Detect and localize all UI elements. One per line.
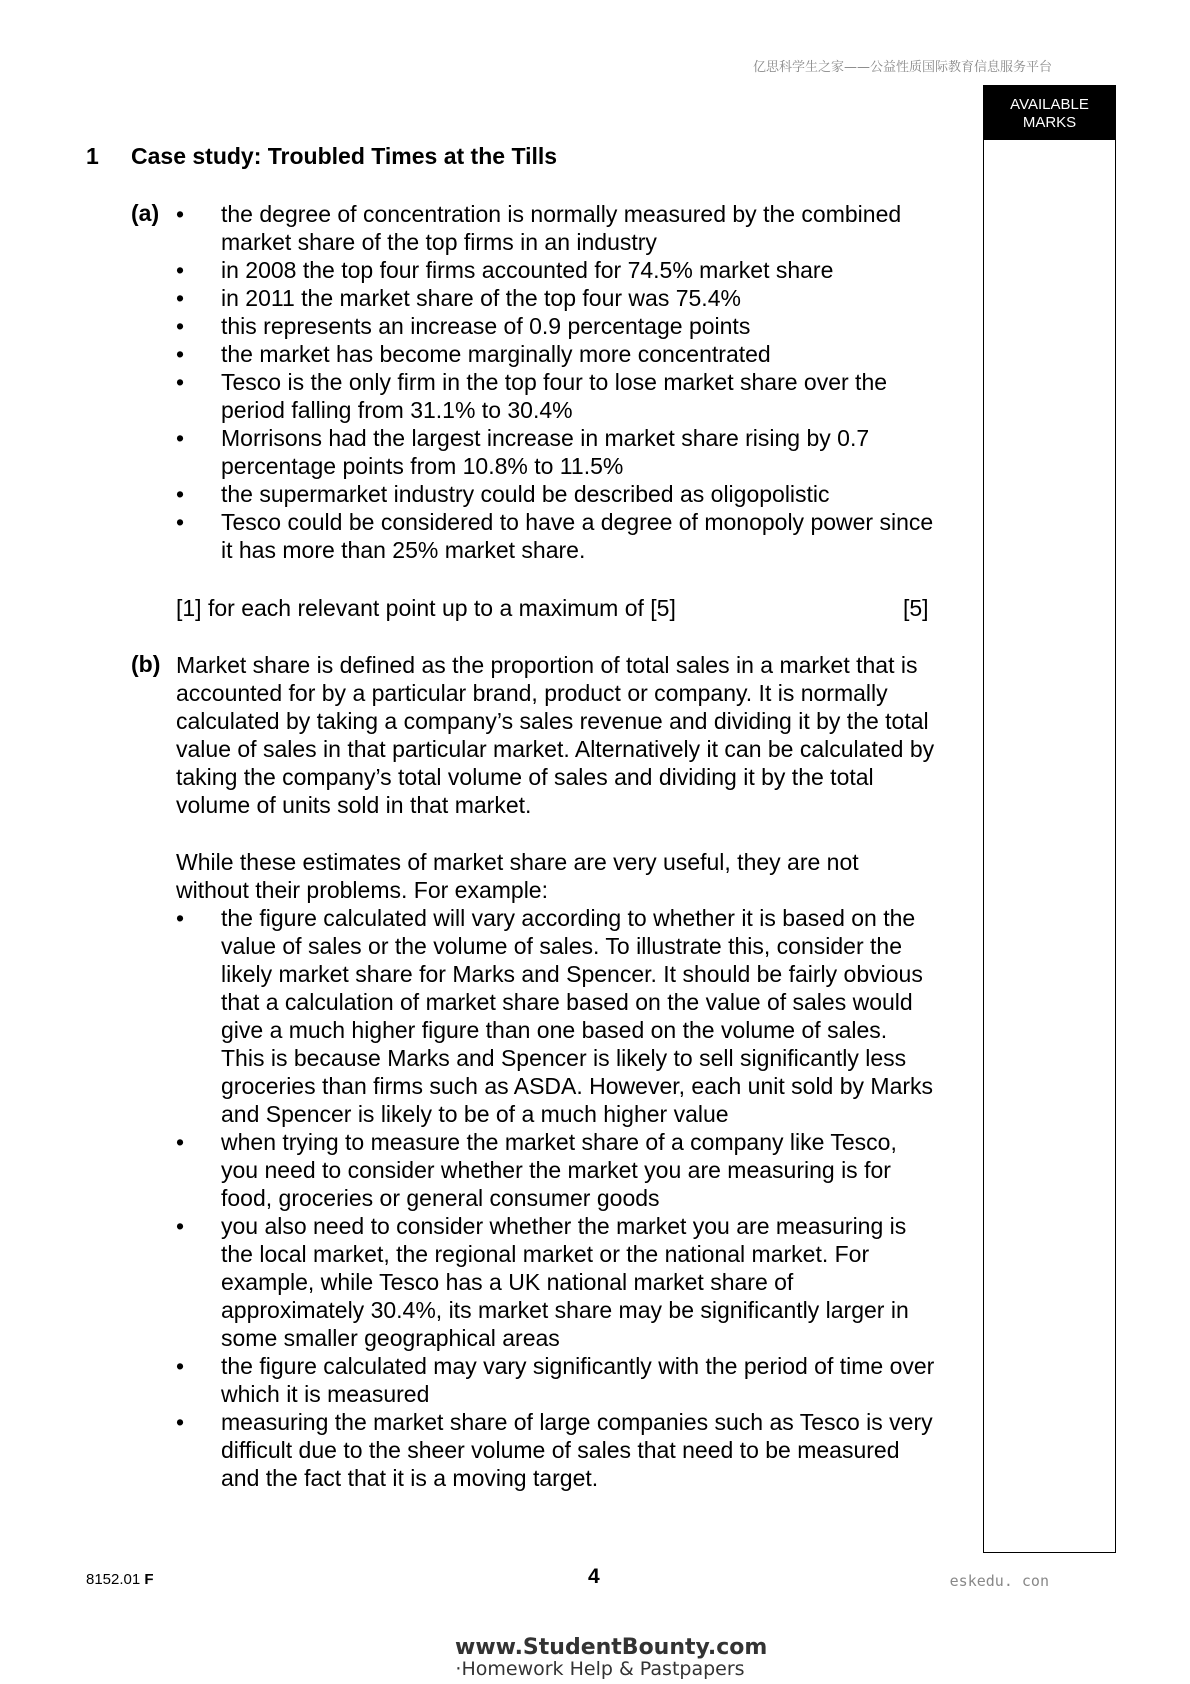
part-a-bullet-item	[176, 340, 936, 368]
header-site-text: 亿思科学生之家——公益性质国际教育信息服务平台	[752, 60, 1052, 75]
part-b-bullet-text: you also need to consider whether the market you are measuring is the local market, the regional market or the national market. For example, while Tesco has a UK national market share of approximately 30.4%, its market share may be significantly larger in some smaller geographical areas	[221, 1213, 909, 1351]
marks-heading-line2: MARKS	[1022, 114, 1077, 131]
bullet-marker: •	[176, 509, 185, 535]
part-a-bullet-text: this represents an increase of 0.9 percentage points	[221, 313, 751, 339]
part-b-bullet-text: when trying to measure the market share of a company like Tesco, you need to consider whether the market you are measuring is for food, groceries or general consumer goods	[221, 1129, 897, 1211]
part-b-bullet-item	[176, 1408, 936, 1492]
part-a-bullet-list	[176, 200, 936, 564]
part-b-bullet-text: the figure calculated may vary significantly with the period of time over which it is measured	[221, 1353, 935, 1407]
part-a-bullet-item	[176, 424, 936, 480]
part-a-bullet-item	[176, 312, 936, 340]
part-b-paragraph-2: While these estimates of market share are very useful, they are not without their problems. For example:	[176, 849, 859, 903]
part-a-bullet-text: the market has become marginally more concentrated	[221, 341, 771, 367]
paper-code-number: 8152.01	[86, 1571, 141, 1588]
part-a-bullet-text: Tesco could be considered to have a degree of monopoly power since it has more than 25% market share.	[221, 509, 934, 563]
part-a-bullets	[176, 200, 936, 564]
studentbounty-watermark[interactable]	[455, 1635, 768, 1680]
part-a-marks: [5]	[903, 595, 929, 621]
bullet-marker: •	[176, 481, 185, 507]
bullet-marker: •	[176, 201, 185, 227]
part-a-bullet-text: Morrisons had the largest increase in market share rising by 0.7 percentage points from 10.8% to 11.5%	[221, 425, 870, 479]
page-number: 4	[588, 1565, 600, 1588]
watermark-tagline: ·Homework Help & Pastpapers	[455, 1658, 745, 1680]
part-b-paragraph-1: Market share is defined as the proportion of total sales in a market that is accounted for by a particular brand, product or company. It is normally calculated by taking a company’s sales revenue and dividing it by the total value of sales in that particular market. Alternatively it can be calculated by taking the company’s total volume of sales and dividing it by the total volume of units sold in that market.	[176, 652, 935, 818]
part-b-label: (b)	[131, 651, 161, 677]
part-a-bullet-item	[176, 508, 936, 564]
marks-heading-line1: AVAILABLE	[1010, 96, 1089, 113]
part-a-marking-note: [1] for each relevant point up to a maximum of [5]	[176, 595, 676, 621]
part-a-label: (a)	[131, 200, 160, 226]
bullet-marker: •	[176, 1353, 185, 1379]
part-b-bullet-item	[176, 1212, 936, 1352]
part-a-bullet-item	[176, 480, 936, 508]
bullet-marker: •	[176, 313, 185, 339]
paper-tier: F	[144, 1571, 154, 1588]
paper-code	[86, 1571, 154, 1588]
bullet-marker: •	[176, 425, 185, 451]
part-a-bullet-item	[176, 368, 936, 424]
part-a-bullet-text: Tesco is the only firm in the top four to lose market share over the period falling from 31.1% to 30.4%	[221, 369, 888, 423]
question-title: Case study: Troubled Times at the Tills	[131, 143, 558, 169]
bullet-marker: •	[176, 1129, 185, 1155]
part-b-bullets	[176, 904, 936, 1492]
bullet-marker: •	[176, 285, 185, 311]
bullet-marker: •	[176, 1213, 185, 1239]
part-b-bullet-item	[176, 904, 936, 1128]
bullet-marker: •	[176, 257, 185, 283]
available-marks-heading	[984, 86, 1115, 140]
bullet-marker: •	[176, 369, 185, 395]
part-b-bullet-item	[176, 1352, 936, 1408]
footer-site-text: eskedu. con	[949, 1572, 1049, 1590]
bullet-marker: •	[176, 905, 185, 931]
part-b-bullet-text: the figure calculated will vary according to whether it is based on the value of sales or the volume of sales. To illustrate this, consider the likely market share for Marks and Spencer. It should be fairly obvious that a calculation of market share based on the value of sales would give a much higher figure than one based on the volume of sales. This is because Marks and Spencer is likely to sell significantly less groceries than firms such as ASDA. However, each unit sold by Marks and Spencer is likely to be of a much higher value	[221, 905, 934, 1127]
part-a-bullet-text: the supermarket industry could be described as oligopolistic	[221, 481, 830, 507]
question-number: 1	[86, 143, 99, 169]
part-a-bullet-text: in 2008 the top four firms accounted for 74.5% market share	[221, 257, 834, 283]
part-b-bullet-item	[176, 1128, 936, 1212]
part-a-bullet-text: in 2011 the market share of the top four was 75.4%	[221, 285, 741, 311]
part-a-bullet-item	[176, 284, 936, 312]
available-marks-column	[983, 85, 1116, 1553]
bullet-marker: •	[176, 341, 185, 367]
part-a-bullet-item	[176, 200, 936, 256]
part-a-bullet-item	[176, 256, 936, 284]
bullet-marker: •	[176, 1409, 185, 1435]
part-b-bullet-text: measuring the market share of large companies such as Tesco is very difficult due to the sheer volume of sales that need to be measured and the fact that it is a moving target.	[221, 1409, 933, 1491]
part-b-bullet-list	[176, 904, 936, 1492]
watermark-url: www.StudentBounty.com	[455, 1635, 768, 1660]
part-a-bullet-text: the degree of concentration is normally measured by the combined market share of the top firms in an industry	[221, 201, 902, 255]
